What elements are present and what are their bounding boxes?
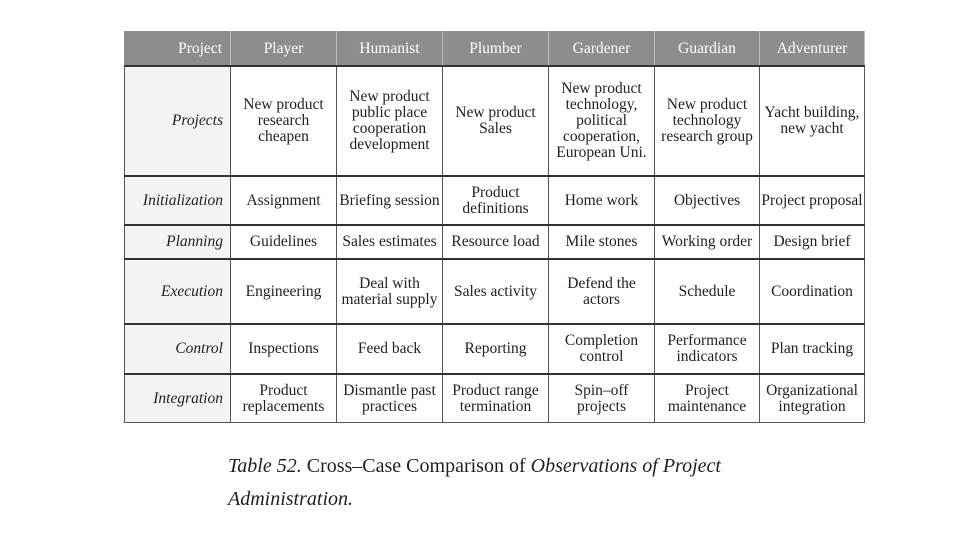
header-plumber: Plumber [443,32,549,67]
table-header-row [125,32,865,67]
table-cell: Dismantle past practices [337,374,443,423]
table-row [125,324,865,374]
table-cell: Deal with material supply [337,259,443,324]
table-cell: Project maintenance [655,374,760,423]
header-player: Player [231,32,337,67]
table-cell: Sales activity [443,259,549,324]
table-cell: Completion control [549,324,655,374]
table-row [125,176,865,225]
header-adventurer: Adventurer [760,32,865,67]
table-cell: Resource load [443,225,549,259]
header-gardener: Gardener [549,32,655,67]
table-cell: New product public place cooperation development [337,66,443,176]
table-cell: Schedule [655,259,760,324]
header-humanist: Humanist [337,32,443,67]
table-cell: Sales estimates [337,225,443,259]
caption-title: Observations of Project Administration. [228,455,721,510]
table-cell: Feed back [337,324,443,374]
caption-number: Table 52. [228,455,302,477]
table-cell: Product range termination [443,374,549,423]
table-row [125,66,865,176]
row-label: Planning [125,225,231,259]
table-cell: Objectives [655,176,760,225]
row-label: Control [125,324,231,374]
table-cell: Assignment [231,176,337,225]
table-cell: Performance indicators [655,324,760,374]
table-cell: Product definitions [443,176,549,225]
table-cell: Yacht building, new yacht [760,66,865,176]
table-cell: Inspections [231,324,337,374]
table-cell: New product research cheapen [231,66,337,176]
table-cell: Organizational integration [760,374,865,423]
row-label: Initialization [125,176,231,225]
table-cell: Coordination [760,259,865,324]
table-cell: New product technology, political cooperation, European Uni. [549,66,655,176]
table-cell: Briefing session [337,176,443,225]
header-project: Project [125,32,231,67]
caption-text: Cross–Case Comparison of [306,455,526,477]
table-cell: Home work [549,176,655,225]
table-cell: Plan tracking [760,324,865,374]
cross-case-comparison-table [124,31,865,423]
table-cell: Spin–off projects [549,374,655,423]
header-guardian: Guardian [655,32,760,67]
row-label: Integration [125,374,231,423]
table-cell: Guidelines [231,225,337,259]
table-cell: Working order [655,225,760,259]
row-label: Execution [125,259,231,324]
table-cell: Product replacements [231,374,337,423]
table-row [125,374,865,423]
table-cell: Defend the actors [549,259,655,324]
table-cell: Mile stones [549,225,655,259]
table-cell: Project proposal [760,176,865,225]
table-cell: Engineering [231,259,337,324]
table-cell: New product Sales [443,66,549,176]
table-cell: Design brief [760,225,865,259]
table-caption [228,450,788,516]
comparison-table-container [124,31,864,423]
table-row [125,225,865,259]
table-row [125,259,865,324]
table-cell: Reporting [443,324,549,374]
table-cell: New product technology research group [655,66,760,176]
row-label: Projects [125,66,231,176]
